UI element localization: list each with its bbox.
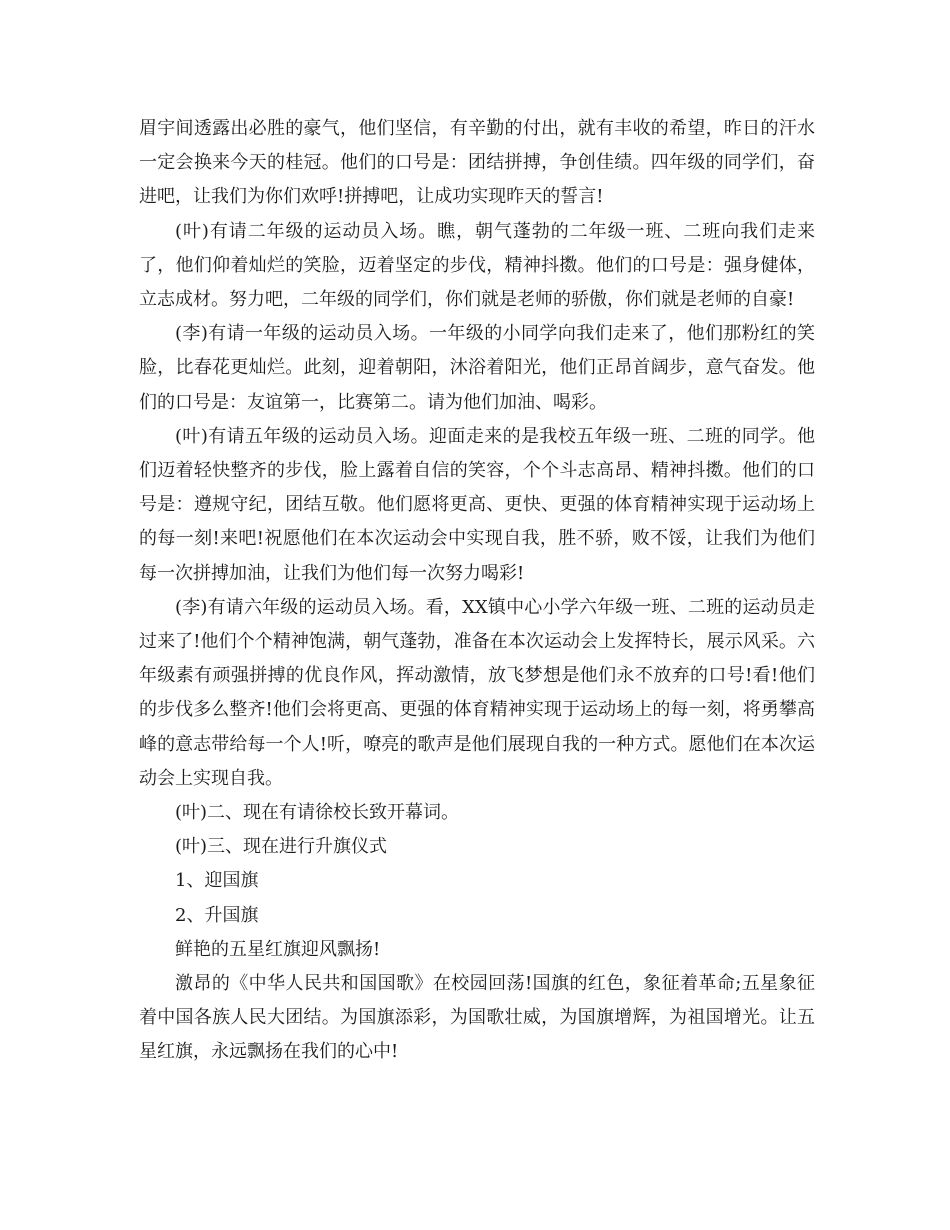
paragraph-grade-six-entrance: (李)有请六年级的运动员入场。看，XX镇中心小学六年级一班、二班的运动员走过来了!他们个个精神饱满，朝气蓬勃，准备在本次运动会上发挥特长，展示风采。六年级素有顽强拼搏的优良作风，挥动激情，放飞梦想是他们永不放弃的口号!看!他们的步伐多么整齐!他们会将更高、更强的体育精神实现于运动场上的每一刻，将勇攀高峰的意志带给每一个人!听，嘹亮的歌声是他们展现自我的一种方式。愿他们在本次运动会上实现自我。 <box>139 596 815 789</box>
list-item-welcome-flag: 1、迎国旗 <box>175 870 259 892</box>
paragraph-continued-grade-four: 眉宇间透露出必胜的豪气，他们坚信，有辛勤的付出，就有丰收的希望，昨日的汗水一定会换来今天的桂冠。他们的口号是：团结拼搏，争创佳绩。四年级的同学们，奋进吧，让我们为你们欢呼!拼搏吧，让成功实现昨天的誓言! <box>139 118 815 208</box>
paragraph-flag-waving: 鲜艳的五星红旗迎风飘扬! <box>175 938 381 960</box>
paragraph-principal-opening-speech: (叶)二、现在有请徐校长致开幕词。 <box>175 802 460 824</box>
paragraph-national-anthem: 激昂的《中华人民共和国国歌》在校园回荡!国旗的红色，象征着革命;五星象征着中国各族人民大团结。为国旗添彩，为国歌壮威，为国旗增辉，为祖国增光。让五星红旗，永远飘扬在我们的心中! <box>139 973 815 1063</box>
paragraph-flag-ceremony-heading: (叶)三、现在进行升旗仪式 <box>175 836 388 858</box>
paragraph-grade-one-entrance: (李)有请一年级的运动员入场。一年级的小同学向我们走来了，他们那粉红的笑脸，比春花更灿烂。此刻，迎着朝阳，沐浴着阳光，他们正昂首阔步，意气奋发。他们的口号是：友谊第一，比赛第二。请为他们加油、喝彩。 <box>139 323 815 413</box>
list-item-raise-flag: 2、升国旗 <box>175 904 259 926</box>
paragraph-grade-five-entrance: (叶)有请五年级的运动员入场。迎面走来的是我校五年级一班、二班的同学。他们迈着轻快整齐的步伐，脸上露着自信的笑容，个个斗志高昂、精神抖擞。他们的口号是：遵规守纪，团结互敬。他们愿将更高、更快、更强的体育精神实现于运动场上的每一刻!来吧!祝愿他们在本次运动会中实现自我，胜不骄，败不馁，让我们为他们每一次拼搏加油，让我们为他们每一次努力喝彩! <box>139 425 815 584</box>
paragraph-grade-two-entrance: (叶)有请二年级的运动员入场。瞧，朝气蓬勃的二年级一班、二班向我们走来了，他们仰着灿烂的笑脸，迈着坚定的步伐，精神抖擞。他们的口号是：强身健体，立志成材。努力吧，二年级的同学们，你们就是老师的骄傲，你们就是老师的自豪! <box>139 220 815 311</box>
document-body <box>139 112 815 1070</box>
